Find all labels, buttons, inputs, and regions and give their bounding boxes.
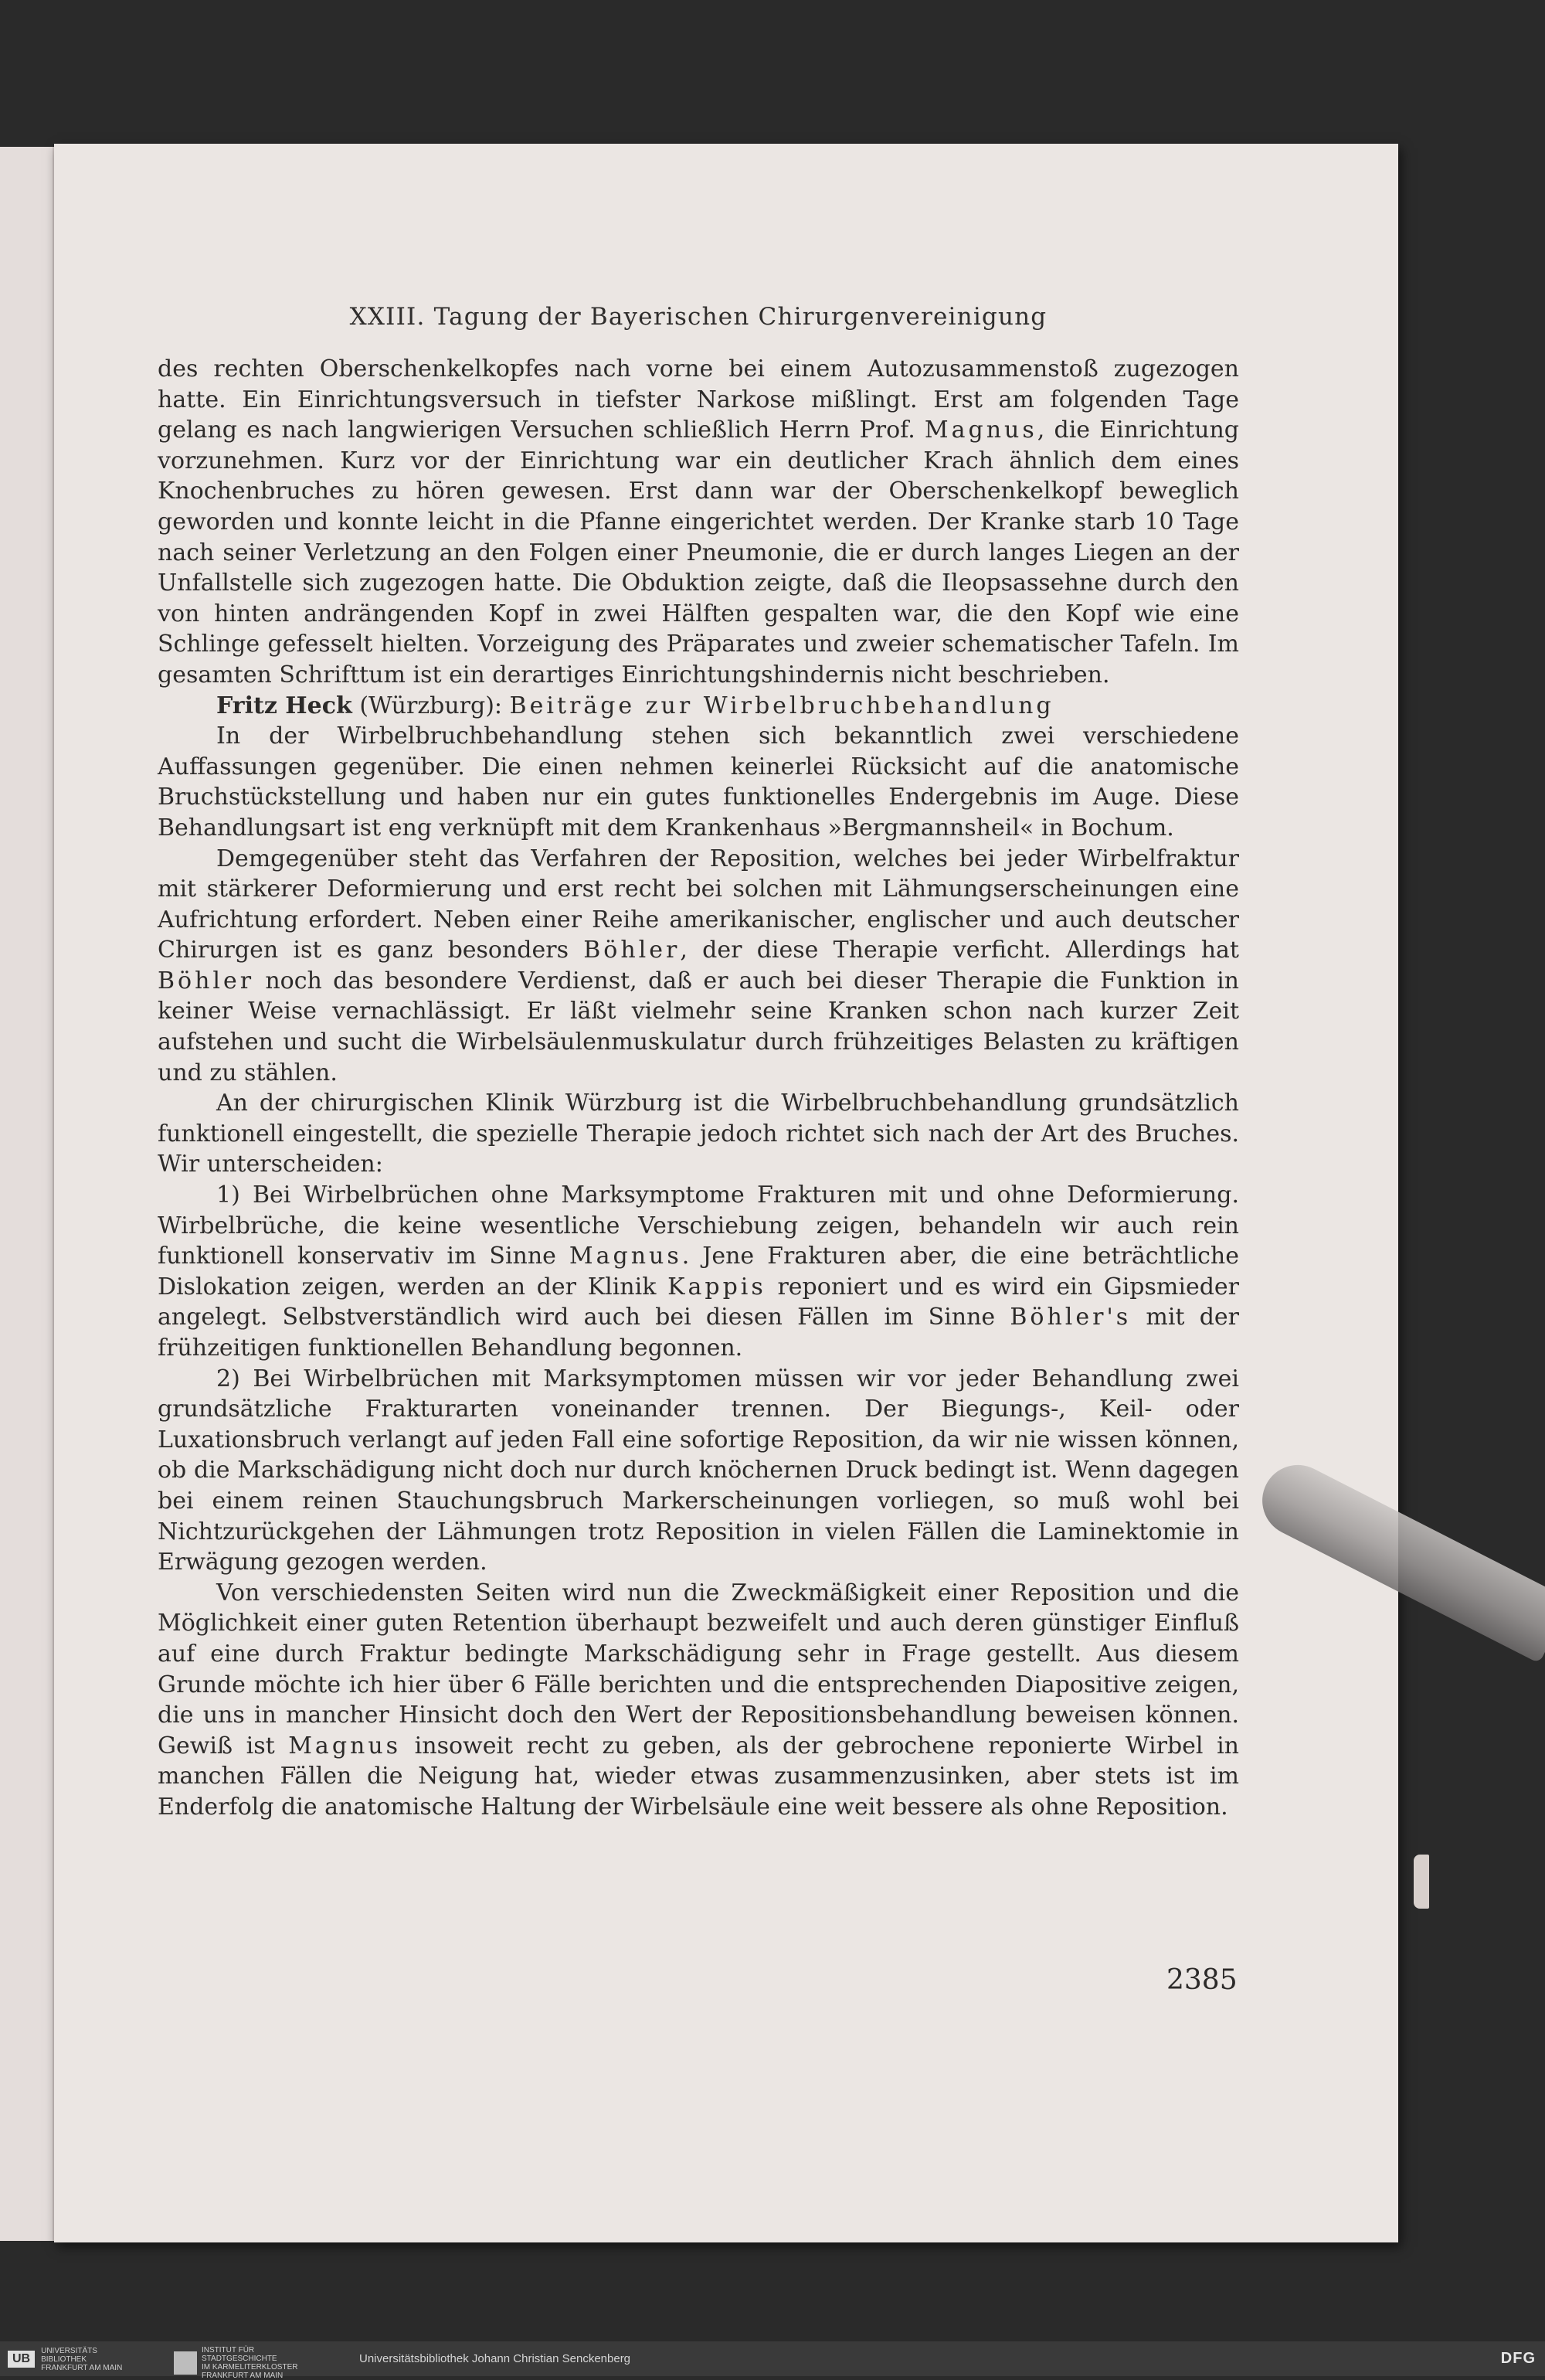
paragraph [158, 1364, 1239, 1578]
body-text [158, 354, 1239, 1823]
text-run: des rechten Oberschenkelkopfes nach vorne bei einem Autozusammenstoß zugezogen hatte. Ein Einrichtungsversuch in tiefster Narkose mißlingt. Erst am folgenden Tage gelang es nach langwierigen Versuchen schließlich Herrn Prof. [158, 355, 1239, 444]
ub-logo[interactable] [8, 2346, 122, 2372]
name-spaced: Böhler [583, 937, 681, 964]
article-title [158, 691, 1239, 722]
text-run: Demgegenüber steht das Verfahren der Reposition, welches bei jeder Wirbelfraktur mit stärkerer Deformierung und erst recht bei solchen mit Lähmungserscheinungen eine Aufrichtung erfordert. Neben einer Reihe amerikanischer, englischer und auch deutscher Chirurgen ist es ganz besonders [158, 845, 1239, 964]
text-run: In der Wirbelbruchbehandlung stehen sich bekanntlich zwei verschiedene Auffassungen gegenüber. Die einen nehmen keinerlei Rücksicht auf die anatomische Bruchstückstellung und haben nur ein gutes funktionelles Endergebnis im Auge. Diese Behandlungsart ist eng verknüpft mit dem Krankenhaus »Bergmannsheil« in Bochum. [158, 722, 1239, 842]
institut-logo[interactable] [174, 2346, 297, 2380]
text-run: insoweit recht zu geben, als der gebrochene reponierte Wirbel in manchen Fällen die Neigung hat, wieder etwas zusammenzusinken, aber stets ist im Enderfolg die anatomische Haltung der Wirbelsäule eine weit bessere als ohne Reposition. [158, 1732, 1239, 1821]
ub-logo-text: UNIVERSITÄTS BIBLIOTHEK FRANKFURT AM MAIN [41, 2346, 123, 2372]
torn-page-corner [1414, 1855, 1429, 1909]
name-spaced: Magnus [288, 1732, 402, 1760]
text-run: mit der frühzeitigen funktionellen Behandlung begonnen. [158, 1304, 1239, 1362]
author-name: Fritz Heck [216, 692, 352, 719]
paragraph [158, 1578, 1239, 1823]
text-run: , der diese Therapie verficht. Allerdings hat [680, 937, 1239, 964]
library-credit: Universitätsbibliothek Johann Christian Senckenberg [359, 2352, 631, 2365]
text-run: , die Einrichtung vorzunehmen. Kurz vor der Einrichtung war ein deutlicher Krach ähnlich dem eines Knochenbruches zu hören gewesen. Erst dann war der Oberschenkelkopf beweglich geworden und konnte leicht in die Pfanne eingerichtet werden. Der Kranke starb 10 Tage nach seiner Verletzung an den Folgen einer Pneumonie, die er durch langes Liegen an der Unfallstelle sich zugezogen hatte. Die Obduktion zeigte, daß die Ileopsassehne durch den von hinten andrängenden Kopf in zwei Hälften gespalten war, die den Kopf wie eine Schlinge gefesselt hielten. Vorzeigung des Präparates und zweier schematischer Tafeln. Im gesamten Schrifttum ist ein derartiges Einrichtungshindernis nicht beschrieben. [158, 416, 1239, 688]
text-run: reponiert und es wird ein Gipsmieder angelegt. Selbstverständlich wird auch bei diesen Fällen im Sinne [158, 1273, 1239, 1331]
text-run: noch das besondere Verdienst, daß er auch bei dieser Therapie die Funktion in keiner Weise vernachlässigt. Er läßt vielmehr seine Kranken schon nach kurzer Zeit aufstehen und sucht die Wirbelsäulenmuskulatur durch frühzeitiges Belasten zu kräftigen und zu stählen. [158, 967, 1239, 1086]
name-spaced: Böhler [158, 967, 255, 994]
article-topic: Beiträge zur Wirbelbruchbehandlung [509, 692, 1054, 719]
text-run: . Jene Frakturen aber, die eine beträchtliche Dislokation zeigen, werden an der Klinik [158, 1243, 1239, 1300]
author-place: (Würzburg): [351, 692, 510, 719]
paragraph [158, 844, 1239, 1089]
institut-logo-icon [174, 2351, 197, 2375]
text-run: An der chirurgischen Klinik Würzburg ist die Wirbelbruchbehandlung grundsätzlich funktionell eingestellt, die spezielle Therapie jedoch richtet sich nach der Art des Bruches. Wir unterscheiden: [158, 1090, 1239, 1178]
name-spaced: Magnus [569, 1243, 682, 1270]
dfg-logo[interactable]: DFG [1500, 2350, 1536, 2367]
ub-logo-mark: UB [8, 2351, 35, 2368]
page-number: 2385 [1166, 1964, 1238, 1996]
name-spaced: Böhler's [1010, 1304, 1132, 1331]
running-head: XXIII. Tagung der Bayerischen Chirurgenvereinigung [349, 303, 1048, 331]
institut-logo-text: INSTITUT FÜR STADTGESCHICHTE IM KARMELITERKLOSTER FRANKFURT AM MAIN [202, 2346, 298, 2380]
name-spaced: Kappis [667, 1273, 766, 1300]
text-run: 2) Bei Wirbelbrüchen mit Marksymptomen müssen wir vor jeder Behandlung zwei grundsätzliche Frakturarten voneinander trennen. Der Biegungs-, Keil- oder Luxationsbruch verlangt auf jeden Fall eine sofortige Reposition, da wir nie wissen können, ob die Markschädigung nicht doch nur durch knöchernen Druck bedingt ist. Wenn dagegen bei einem reinen Stauchungsbruch Markerscheinungen vorliegen, so muß wohl bei Nichtzurückgehen der Lähmungen trotz Reposition in vielen Fällen die Laminektomie in Erwägung gezogen werden. [158, 1365, 1239, 1576]
paragraph [158, 354, 1239, 691]
paragraph [158, 721, 1239, 843]
footer-bar [0, 2341, 1545, 2380]
text-run: Von verschiedensten Seiten wird nun die Zweckmäßigkeit einer Reposition und die Möglichkeit einer guten Retention überhaupt bezweifelt und auch deren günstiger Einfluß auf eine durch Fraktur bedingte Markschädigung sehr in Frage gestellt. Aus diesem Grunde möchte ich hier über 6 Fälle berichten und die entsprechenden Diapositive zeigen, die uns in mancher Hinsicht doch den Wert der Repositionsbehandlung beweisen können. Gewiß ist [158, 1579, 1239, 1760]
document-page [54, 144, 1398, 2242]
name-spaced: Magnus [924, 416, 1037, 444]
paragraph [158, 1088, 1239, 1180]
text-run: 1) Bei Wirbelbrüchen ohne Marksymptome Frakturen mit und ohne Deformierung. Wirbelbrüche, die keine wesentliche Verschiebung zeigen, behandeln wir auch rein funktionell konservativ im Sinne [158, 1182, 1239, 1270]
paragraph [158, 1180, 1239, 1364]
